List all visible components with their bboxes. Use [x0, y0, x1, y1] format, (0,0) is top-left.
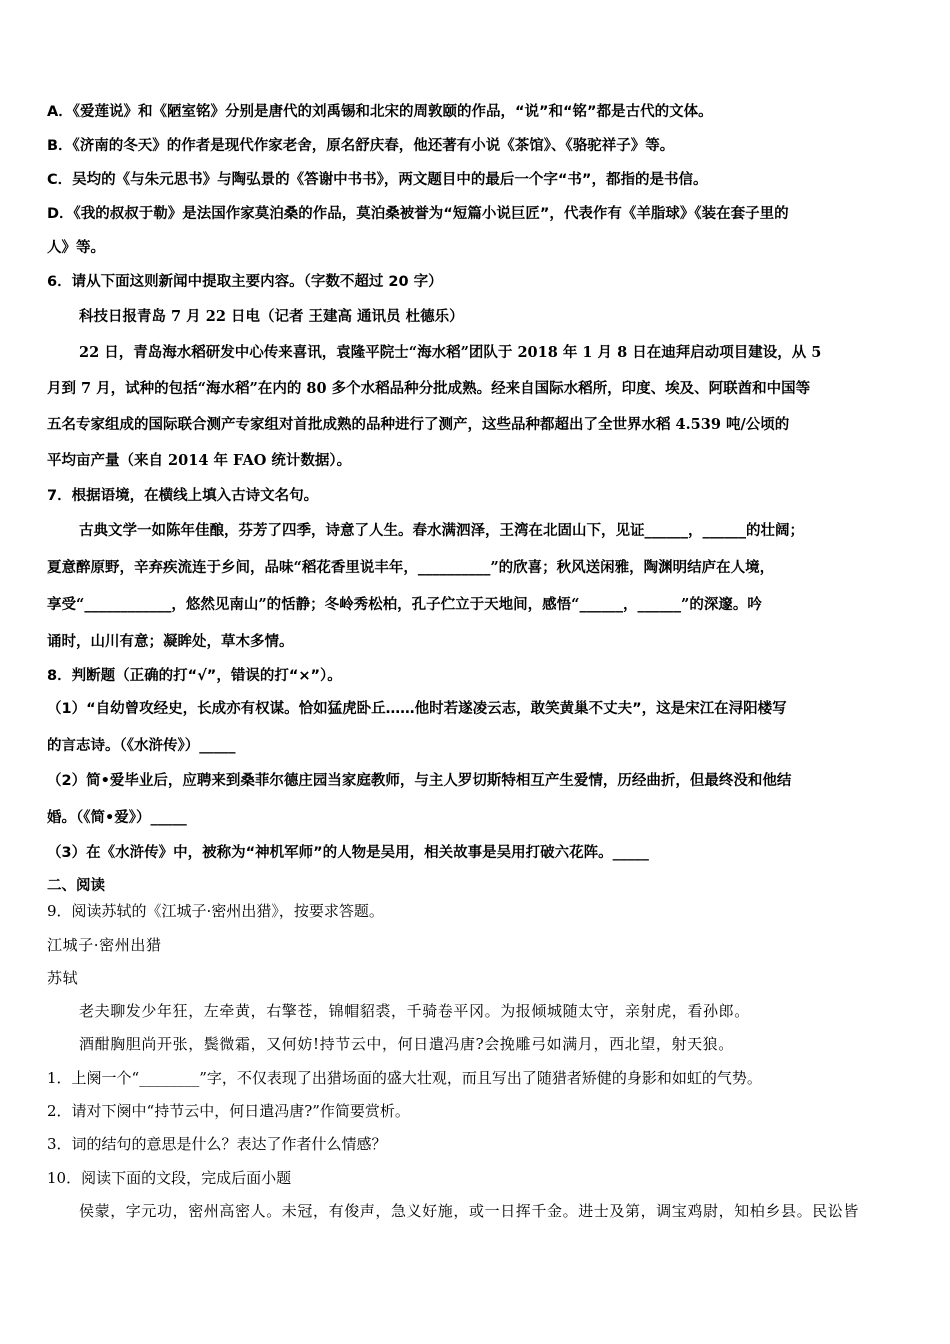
news-paragraph-line1: 22 日，青岛海水稻研发中心传来喜讯，袁隆平院士“海水稻”团队于 2018 年 1 月 8 日在迪拜启动项目建设，从 5 — [79, 344, 822, 361]
poem-author: 苏轼 — [47, 969, 79, 987]
question-7-line3: 享受“____________，悠然见南山”的恬静；冬岭秀松柏，孔子伫立于天地间，感悟“______，______”的深邃。吟 — [47, 596, 762, 613]
question-7-line1: 古典文学一如陈年佳酿，芬芳了四季，诗意了人生。春水满泗泽，王湾在北固山下，见证______，______的壮阔； — [79, 522, 804, 539]
news-paragraph-line2: 月到 7 月，试种的包括“海水稻”在内的 80 多个水稻品种分批成熟。经来自国际水稻所，印度、埃及、阿联酋和中国等 — [47, 380, 811, 397]
question-8-item2-line1: （2）简•爱毕业后，应聘来到桑菲尔德庄园当家庭教师，与主人罗切斯特相互产生爱情，历经曲折，但最终没和他结 — [47, 773, 792, 789]
part-2-heading: 二、阅读 — [47, 878, 105, 894]
question-6-stem: 6．请从下面这则新闻中提取主要内容。（字数不超过 20 字） — [47, 274, 443, 290]
option-a: A．《爱莲说》和《陋室铭》分别是唐代的刘禹锡和北宋的周敦颐的作品，“说”和“铭”都是古代的文体。 — [47, 104, 713, 120]
question-8-stem: 8．判断题（正确的打“√”，错误的打“×”）。 — [47, 668, 342, 684]
poem-line2: 酒酣胸胆尚开张，鬓微霜，又何妨!持节云中，何日遣冯唐?会挽雕弓如满月，西北望，射天狼。 — [79, 1035, 734, 1053]
option-d-line1: D．《我的叔叔于勒》是法国作家莫泊桑的作品，莫泊桑被誉为“短篇小说巨匠”，代表作有《羊脂球》《装在套子里的 — [47, 206, 789, 222]
question-9-sub1: 1．上阕一个“________”字，不仅表现了出猎场面的盛大壮观，而且写出了随猎者矫健的身影和如虹的气势。 — [47, 1069, 762, 1087]
question-8-item1-line1: （1）“自幼曾攻经史，长成亦有权谋。恰如猛虎卧丘……他时若遂凌云志，敢笑黄巢不丈夫”，这是宋江在浔阳楼写 — [47, 701, 787, 717]
option-d-line2: 人》等。 — [47, 240, 105, 256]
news-paragraph-line4: 平均亩产量（来自 2014 年 FAO 统计数据）。 — [47, 452, 352, 469]
question-10-text: 侯蒙，字元功，密州高密人。未冠，有俊声，急义好施，或一日挥千金。进士及第，调宝鸡尉，知柏乡县。民讼皆 — [79, 1202, 860, 1220]
question-7-line4: 诵时，山川有意；凝眸处，草木多情。 — [47, 633, 294, 650]
question-9-sub2: 2．请对下阕中“持节云中，何日遣冯唐?”作简要赏析。 — [47, 1102, 410, 1120]
option-c: C．吴均的《与朱元思书》与陶弘景的《答谢中书书》，两文题目中的最后一个字“书”，都指的是书信。 — [47, 172, 708, 188]
option-b: B．《济南的冬天》的作者是现代作家老舍，原名舒庆春，他还著有小说《茶馆》、《骆驼祥子》等。 — [47, 138, 675, 154]
question-7-stem: 7．根据语境，在横线上填入古诗文名句。 — [47, 488, 319, 504]
question-7-line2: 夏意醉原野，辛弃疾流连于乡间，品味“稻花香里说丰年，__________”的欣喜；秋风送闲雅，陶渊明结庐在人境， — [47, 559, 775, 576]
news-byline: 科技日报青岛 7 月 22 日电（记者 王建高 通讯员 杜德乐） — [79, 308, 464, 325]
question-8-item3: （3）在《水浒传》中，被称为“神机军师”的人物是吴用，相关故事是吴用打破六花阵。_____ — [47, 845, 649, 861]
poem-title: 江城子·密州出猎 — [47, 936, 162, 954]
question-10-stem: 10．阅读下面的文段，完成后面小题 — [47, 1169, 292, 1187]
question-9-sub3: 3．词的结句的意思是什么？表达了作者什么情感？ — [47, 1135, 387, 1153]
news-paragraph-line3: 五名专家组成的国际联合测产专家组对首批成熟的品种进行了测产，这些品种都超出了全世界水稻 4.539 吨/公顷的 — [47, 416, 790, 433]
question-8-item1-line2: 的言志诗。（《水浒传》）_____ — [47, 738, 236, 754]
poem-line1: 老夫聊发少年狂，左牵黄，右擎苍，锦帽貂裘，千骑卷平冈。为报倾城随太守，亲射虎，看孙郎。 — [79, 1002, 750, 1020]
question-9-stem: 9．阅读苏轼的《江城子·密州出猎》，按要求答题。 — [47, 902, 384, 920]
question-8-item2-line2: 婚。（《简•爱》）_____ — [47, 810, 187, 826]
